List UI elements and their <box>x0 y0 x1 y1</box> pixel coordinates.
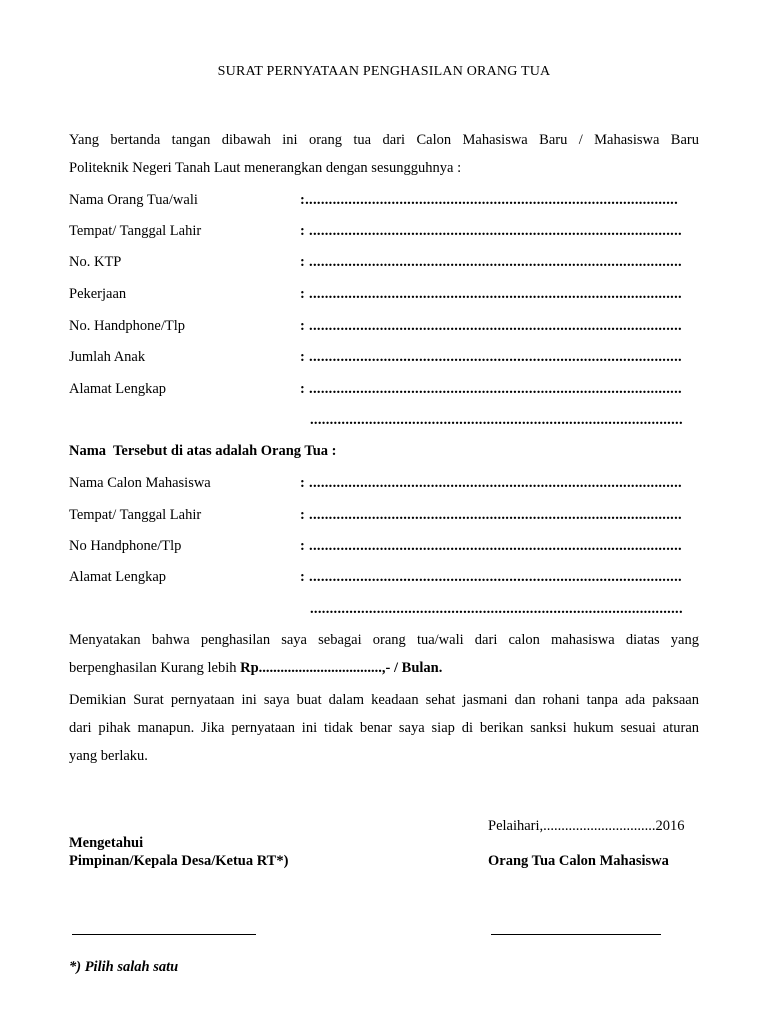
field-label: No. Handphone/Tlp <box>69 318 185 334</box>
field-parent-name <box>69 192 689 212</box>
field-label: Nama Calon Mahasiswa <box>69 475 211 491</box>
field-blank: : ............................................................................................... <box>300 286 682 302</box>
intro-line-2: Politeknik Negeri Tanah Laut menerangkan dengan sesungguhnya : <box>69 160 462 176</box>
field-label: Alamat Lengkap <box>69 381 167 397</box>
field-parent-address <box>69 381 689 401</box>
document-title: SURAT PERNYATAAN PENGHASILAN ORANG TUA <box>217 64 551 79</box>
acknowledged-label: Mengetahui <box>69 835 144 851</box>
income-blank: Rp..................................,- / Bulan. <box>240 660 443 676</box>
field-student-phone <box>69 538 689 558</box>
field-blank: : ............................................................................................... <box>300 318 682 334</box>
field-label: No. KTP <box>69 254 122 270</box>
field-blank: : ............................................................................................... <box>300 569 682 585</box>
right-signature-line <box>491 934 661 935</box>
statement-paragraph <box>69 626 699 682</box>
section-heading-student: Nama Tersebut di atas adalah Orang Tua : <box>69 443 337 459</box>
field-label: Nama Orang Tua/wali <box>69 192 198 208</box>
closing-paragraph <box>69 686 699 770</box>
field-parent-ktp <box>69 254 689 274</box>
closing-line-2: dari pihak manapun. Jika pernyataan ini tidak benar saya siap di berikan sanksi hukum sesuai aturan <box>69 720 699 736</box>
left-signature-line <box>72 934 256 935</box>
field-student-birth <box>69 507 689 527</box>
field-blank: : ............................................................................................... <box>300 538 682 554</box>
intro-paragraph <box>69 126 699 182</box>
field-blank: : ............................................................................................... <box>300 349 682 365</box>
field-blank: : ............................................................................................... <box>300 507 682 523</box>
intro-line-1: Yang bertanda tangan dibawah ini orang tua dari Calon Mahasiswa Baru / Mahasiswa Baru <box>69 132 699 148</box>
parent-address-continuation: ............................................................................................... <box>310 412 683 428</box>
field-blank: :............................................................................................... <box>300 192 679 208</box>
parent-signature-label: Orang Tua Calon Mahasiswa <box>488 853 669 869</box>
field-parent-phone <box>69 318 689 338</box>
field-blank: : ............................................................................................... <box>300 475 682 491</box>
field-parent-job <box>69 286 689 306</box>
village-head-label: Pimpinan/Kepala Desa/Ketua RT*) <box>69 853 289 869</box>
field-student-address <box>69 569 689 589</box>
statement-line-1: Menyatakan bahwa penghasilan saya sebagai orang tua/wali dari calon mahasiswa diatas yang <box>69 632 699 648</box>
statement-line-2 <box>69 654 699 682</box>
field-label: Alamat Lengkap <box>69 569 167 585</box>
field-blank: : ............................................................................................... <box>300 254 682 270</box>
statement-prefix: berpenghasilan Kurang lebih <box>69 660 241 676</box>
field-parent-birth <box>69 223 689 243</box>
field-label: No Handphone/Tlp <box>69 538 182 554</box>
closing-line-3: yang berlaku. <box>69 748 148 764</box>
field-label: Pekerjaan <box>69 286 127 302</box>
field-label: Tempat/ Tanggal Lahir <box>69 507 202 523</box>
footnote: *) Pilih salah satu <box>69 959 179 975</box>
field-label: Jumlah Anak <box>69 349 146 365</box>
place-date: Pelaihari,...............................2016 <box>488 818 685 834</box>
field-student-name <box>69 475 689 495</box>
field-label: Tempat/ Tanggal Lahir <box>69 223 202 239</box>
field-parent-children <box>69 349 689 369</box>
student-address-continuation: ............................................................................................... <box>310 601 683 617</box>
field-blank: : ............................................................................................... <box>300 381 682 397</box>
field-blank: : ............................................................................................... <box>300 223 682 239</box>
closing-line-1: Demikian Surat pernyataan ini saya buat dalam keadaan sehat jasmani dan rohani tanpa ada paksaan <box>69 692 699 708</box>
